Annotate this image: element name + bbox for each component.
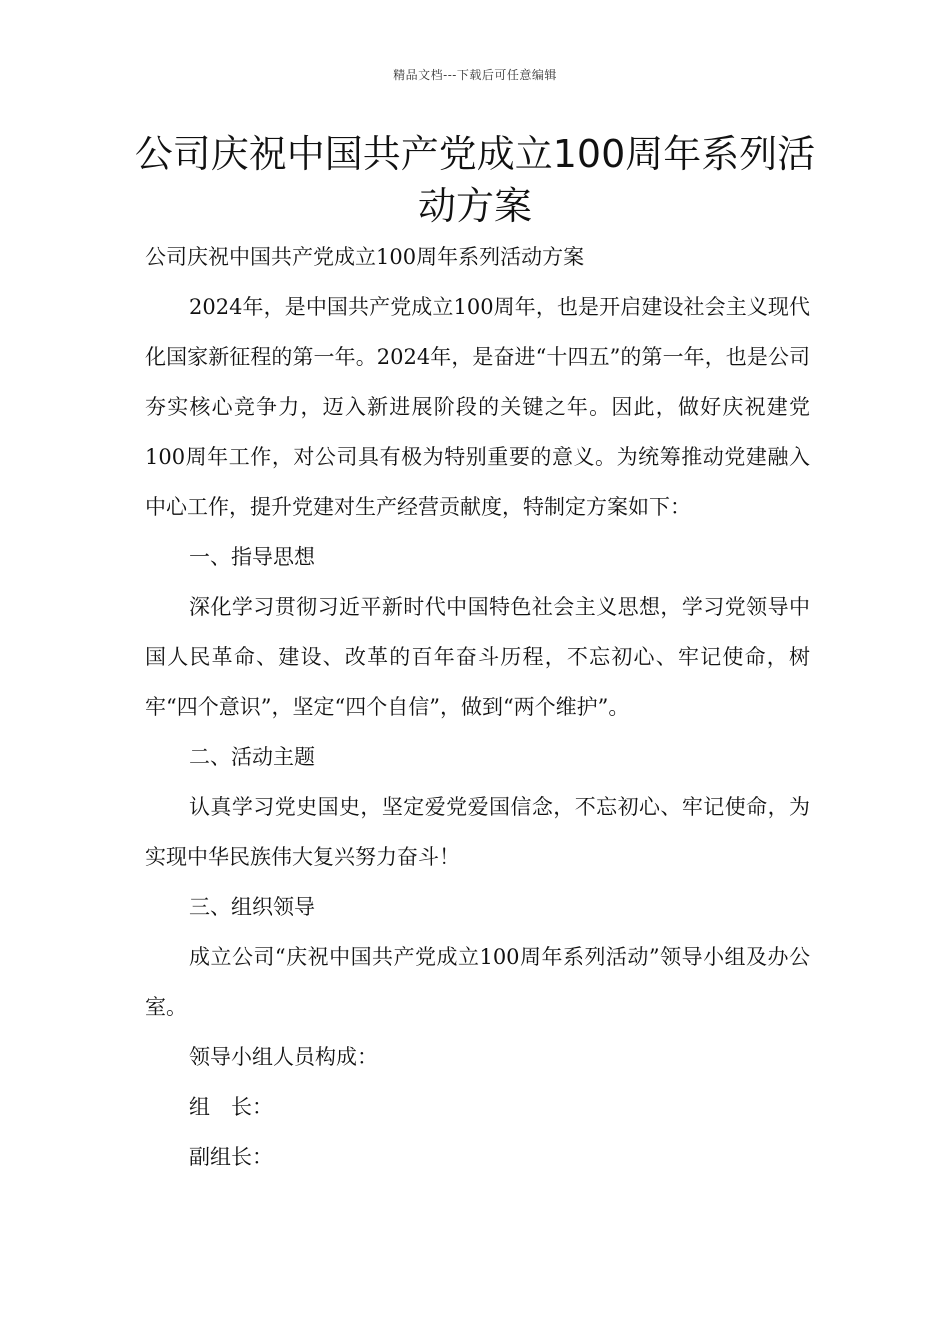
intro-paragraph: 2024年，是中国共产党成立100周年，也是开启建设社会主义现代化国家新征程的第一年。2024年，是奋进“十四五”的第一年，也是公司夯实核心竞争力，迈入新进展阶段的关键之年。因此，做好庆祝建党100周年工作，对公司具有极为特别重要的意义。为统筹推动党建融入中心工作，提升党建对生产经营贡献度，特制定方案如下： bbox=[145, 295, 810, 519]
document-title: 公司庆祝中国共产党成立100周年系列活动方案 bbox=[134, 132, 816, 228]
guiding-thought-paragraph: 深化学习贯彻习近平新时代中国特色社会主义思想，学习党领导中国人民革命、建设、改革的百年奋斗历程，不忘初心、牢记使命，树牢“四个意识”，坚定“四个自信”，做到“两个维护”。 bbox=[145, 595, 810, 719]
document-body bbox=[145, 232, 810, 1182]
section-heading-organization: 三、组织领导 bbox=[189, 895, 315, 919]
activity-theme-paragraph: 认真学习党史国史，坚定爱党爱国信念，不忘初心、牢记使命，为实现中华民族伟大复兴努力奋斗！ bbox=[145, 795, 810, 869]
team-leader-label: 组 长： bbox=[189, 1095, 273, 1119]
header-note: 精品文档---下载后可任意编辑 bbox=[393, 68, 557, 82]
section-heading-activity-theme: 二、活动主题 bbox=[189, 745, 315, 769]
section-heading-guiding-thought: 一、指导思想 bbox=[189, 545, 315, 569]
subtitle-paragraph: 公司庆祝中国共产党成立100周年系列活动方案 bbox=[145, 245, 585, 269]
leadership-composition-label: 领导小组人员构成： bbox=[189, 1045, 378, 1069]
deputy-leader-label: 副组长： bbox=[189, 1145, 273, 1169]
organization-paragraph: 成立公司“庆祝中国共产党成立100周年系列活动”领导小组及办公室。 bbox=[145, 945, 810, 1019]
